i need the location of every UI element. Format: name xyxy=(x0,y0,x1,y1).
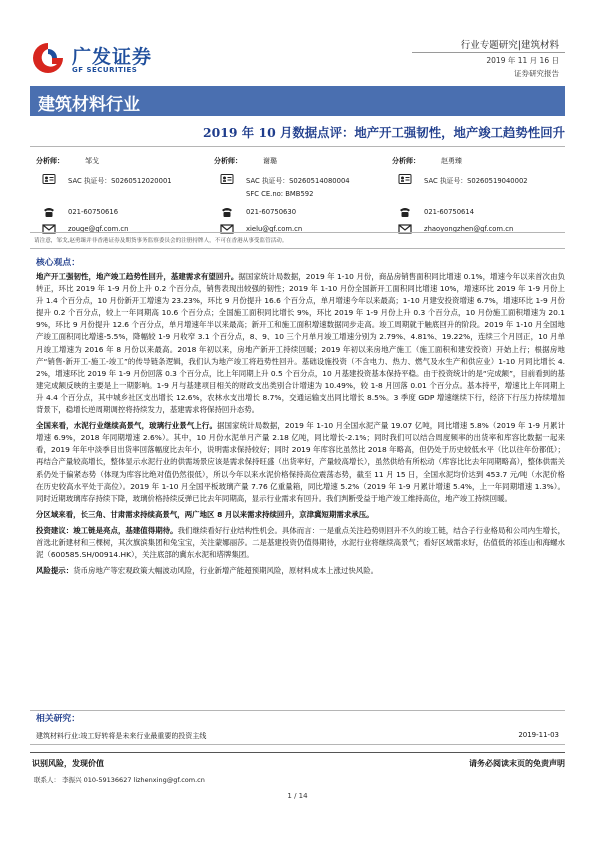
paragraph-body: 据国家统计局数据，2019 年 1-10 月份，商品房销售面积同比增速 0.1%，增速今年以来首次由负转正，环比 2019 年 1-9 月份上升 0.2 个百分点，销售表现出较强的韧性；2019 年 1-10 月份全国新开工面积同比增速 10%，增速环比 2019 年 1-9 月份上升 1.4 个百分点，10 月份新开工增速为 23.23%，环比 9 月份提升 16.6 个百分点，单月增速今年以来最高；1-10 月建安投资增速 6.7%，增速环比 1-9 月份提升 0.2 个百分点，较上一年同期高 10.6 个百分点；全国施工面积同比增长 9%，环比 2019 年 1-9 月份上升 0.3 个百分点，10 月份施工面积增速为 20.19%，环比 9 月份提升 12.6 个百分点，单月增速年半以来最高；新开工和施工面积增速数据同步走高。竣工周期就于触底回升的阶段。2019 年 1-10 月全国地产竣工面积同比增速-5.5%，降幅较 1-9 月收窄 3.1 个百分点，8、9、10 三个月单月竣工增速分别为 2.79%、4.81%、19.22%，连续三个月回正，10 月单月竣工增速为 2016 年 8 月份以来最高。2018 年初以来，房地产新开工持续回暖；2019 年初以来房地产施工（施工面积和建安投资）开始上行；根据房地产“销售-新开工-施工-竣工”的传导链条逻辑，我们认为地产竣工将趋势性回升。基础设施投资（不含电力、热力、燃气及水生产和供应业）1-10 月同比增长 4.2%，增速环比 2019 年 1-9 月份回落 0.3 个百分点，比上年同期上升 0.5 个百分点，10 月基建投资基本保持平稳。由于投资统计的是“完成额”，目前看到的基建完成额反映的主要是上一期影响。1-9 月与基建项目相关的财政支出类别合计增速为 10.49%，较 1-8 月回落 0.01 个百分点。基本持平，增速比上年同期上升 4.4 个百分点，其中城乡社区支出增长 12.6%，农林水支出增长 8.7%，交通运输支出同比增长 8.5%。3 季度 GDP 增速继续下行，经济下行压力持续增加背景下，稳增长逆周期调控将持续发力，基建需求将保持回升态势。 xyxy=(36,272,565,415)
paragraph-investment xyxy=(36,525,565,561)
related-bottom-divider xyxy=(30,744,565,745)
analyst-name: 邹戈 xyxy=(85,157,99,165)
related-divider xyxy=(30,710,565,711)
paragraph-lead: 全国来看，水泥行业继续高景气，玻璃行业景气上行。 xyxy=(36,421,217,431)
paragraph-risk xyxy=(36,565,565,577)
report-type: 证券研究报告 xyxy=(514,69,559,78)
analyst-card xyxy=(208,150,388,240)
report-date: 2019 年 11 月 16 日 xyxy=(486,56,559,65)
analyst-sfc: SFC CE.no: BMB592 xyxy=(246,190,314,198)
gf-logo-icon xyxy=(30,40,66,76)
analyst-name: 赵勇臻 xyxy=(441,157,462,165)
analyst-phone: 021-60750614 xyxy=(424,208,475,216)
paragraph-real-estate xyxy=(36,271,565,416)
analyst-card xyxy=(30,150,210,240)
paragraph-cement-glass xyxy=(36,420,565,505)
id-card-icon xyxy=(220,172,234,186)
paragraph-lead: 地产开工强韧性，地产竣工趋势性回升，基建需求有望回升。 xyxy=(36,272,239,281)
header-divider xyxy=(412,52,565,53)
analyst-phone: 021-60750630 xyxy=(246,208,297,216)
industry-banner xyxy=(30,86,565,116)
analyst-phone: 021-60750616 xyxy=(68,208,119,216)
body-divider xyxy=(30,248,565,249)
analyst-sac: SAC 执证号：S0260514080004 xyxy=(246,177,350,185)
subtitle-divider xyxy=(30,146,565,147)
related-research-link[interactable]: 建筑材料行业:竣工好转将是未来行业最重要的投资主线 xyxy=(36,732,207,740)
id-card-icon xyxy=(398,172,412,186)
email-icon xyxy=(398,222,412,236)
analyst-label: 分析师： xyxy=(36,157,64,165)
paragraph-body: 货币房地产等宏观政策大幅波动风险，行业新增产能超预期风险，原材料成本上涨过快风险。 xyxy=(73,566,379,576)
industry-title: 建筑材料行业 xyxy=(38,95,140,115)
core-views-section xyxy=(30,253,565,581)
footer-contact: 联系人： 李振兴 010-59136627 lizhenxing@gf.com.cn xyxy=(34,776,205,784)
analyst-sac: SAC 执证号：S0260519040002 xyxy=(424,177,528,185)
report-subtitle: 2019 年 10 月数据点评：地产开工强韧性，地产竣工趋势性回升 xyxy=(202,125,565,140)
paragraph-lead: 分区域来看，长三角、甘肃需求持续高景气，两广地区 8 月以来需求持续回升，京津冀短期需求承压。 xyxy=(36,509,374,519)
analyst-label: 分析师： xyxy=(214,157,242,165)
page-number: 1 / 14 xyxy=(287,792,308,800)
logo-text-cn: 广发证券 xyxy=(72,46,153,68)
related-research-date: 2019-11-03 xyxy=(518,731,559,739)
report-category: 行业专题研究|建筑材料 xyxy=(460,40,559,51)
footer-disclaimer-note: 请务必阅读末页的免责声明 xyxy=(469,759,565,768)
analyst-divider xyxy=(30,232,565,233)
logo-text-en: GF SECURITIES xyxy=(72,66,138,74)
analyst-disclaimer: 请注意，邹戈,赵勇臻并非香港证券及期货事务监察委员会的注册持牌人，不可在香港从事受监管活动。 xyxy=(34,238,288,244)
analyst-name: 谢璐 xyxy=(263,157,277,165)
analyst-email[interactable]: zhaoyongzhen@gf.com.cn xyxy=(424,225,514,233)
analyst-card xyxy=(386,150,566,240)
paragraph-lead: 投资建议：竣工链是亮点，基建值得期待。 xyxy=(36,525,178,535)
phone-icon xyxy=(220,205,234,219)
company-logo xyxy=(30,40,190,80)
analyst-sac: SAC 执证号：S0260512020001 xyxy=(68,177,172,185)
phone-icon xyxy=(398,205,412,219)
id-card-icon xyxy=(42,172,56,186)
paragraph-regions xyxy=(36,509,565,521)
analyst-email[interactable]: xielu@gf.com.cn xyxy=(246,225,303,233)
phone-icon xyxy=(42,205,56,219)
analyst-email[interactable]: zouge@gf.com.cn xyxy=(68,225,129,233)
core-views-heading: 核心观点： xyxy=(36,258,80,268)
email-icon xyxy=(220,222,234,236)
paragraph-body: 我们继续看好行业结构性机会。具体而言：一是重点关注趋势则回升不久的竣工链，结合子行业格局和公司内生增长，首选北新建材和三棵树，其次旗滨集团和兔宝宝，关注蒙娜丽莎。二是基建投资仍值得期待，水泥行业将继续高景气；看好区域需求好，估值低的祁连山和海螺水泥（600585.SH/00914.HK），关注底部的冀东水泥和塔牌集团。 xyxy=(36,525,566,560)
email-icon xyxy=(42,222,56,236)
analyst-label: 分析师： xyxy=(392,157,420,165)
paragraph-body: 据国家统计局数据，2019 年 1-10 月全国水泥产量 19.07 亿吨，同比增速 5.8%（2019 年 1-9 月累计增速 6.9%，2018 年同期增速 2.6%）。其中，10 月份水泥单月产量 2.18 亿吨，同比增长-2.1%；同时我们可以结合周度频率的出货率和库容比数据一起来看，2019 年年中淡季目出货率回落幅度比去年小，说明需求保持较好；同时 2019 年库容比虽然比 2018 年略高，但仍处于历史较低水平（比以往年份都低）；再结合产量较高增长，整体显示水泥行业的供需场景应该是需求保持旺盛（出货率好，产量较高增长），虽然供给有所松动（库容比比去年同期略高），整体供需关系仍处于偏紧态势（体现为库容比绝对值仍然很低），所以今年以来水泥价格保持高位震荡态势，截至 11 月 15 日，全国水泥均价达到 453.7 元/吨（水泥价格在历史较高水平处于高位）。2019 年 1-10 月全国平板玻璃产量 7.76 亿重量箱，同比增速 5.2%（2019 年 1-9 月累计增速 5.4%，上一年同期增速 1.3%）。同时近期玻璃库存持续下降，玻璃价格持续反弹已比去年同期高，显示行业需求有回升。我们判断受益于地产竣工维持高位，地产竣工持续回暖。 xyxy=(36,421,565,503)
footer-divider xyxy=(30,752,565,753)
related-research-heading: 相关研究： xyxy=(36,714,80,724)
paragraph-lead: 风险提示： xyxy=(36,566,74,576)
footer-slogan: 识别风险，发现价值 xyxy=(32,759,104,768)
